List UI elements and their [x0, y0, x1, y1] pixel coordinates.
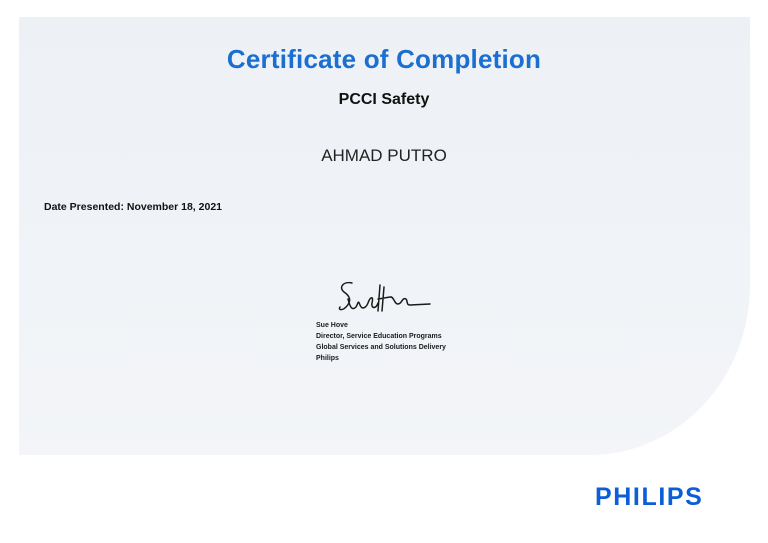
recipient-name: AHMAD PUTRO: [321, 146, 447, 165]
signatory-department: Global Services and Solutions Delivery: [316, 344, 446, 351]
course-name: PCCI Safety: [338, 91, 430, 108]
certificate-background-panel: [19, 17, 750, 455]
signature-image: [334, 277, 434, 321]
date-presented: Date Presented: November 18, 2021: [44, 201, 223, 213]
philips-logo: PHILIPS: [595, 483, 704, 511]
signatory-name: Sue Hove: [316, 322, 348, 329]
signatory-company: Philips: [316, 355, 339, 362]
certificate-title: Certificate of Completion: [226, 44, 542, 74]
signatory-block: [316, 320, 446, 364]
signatory-title: Director, Service Education Programs: [316, 333, 442, 340]
